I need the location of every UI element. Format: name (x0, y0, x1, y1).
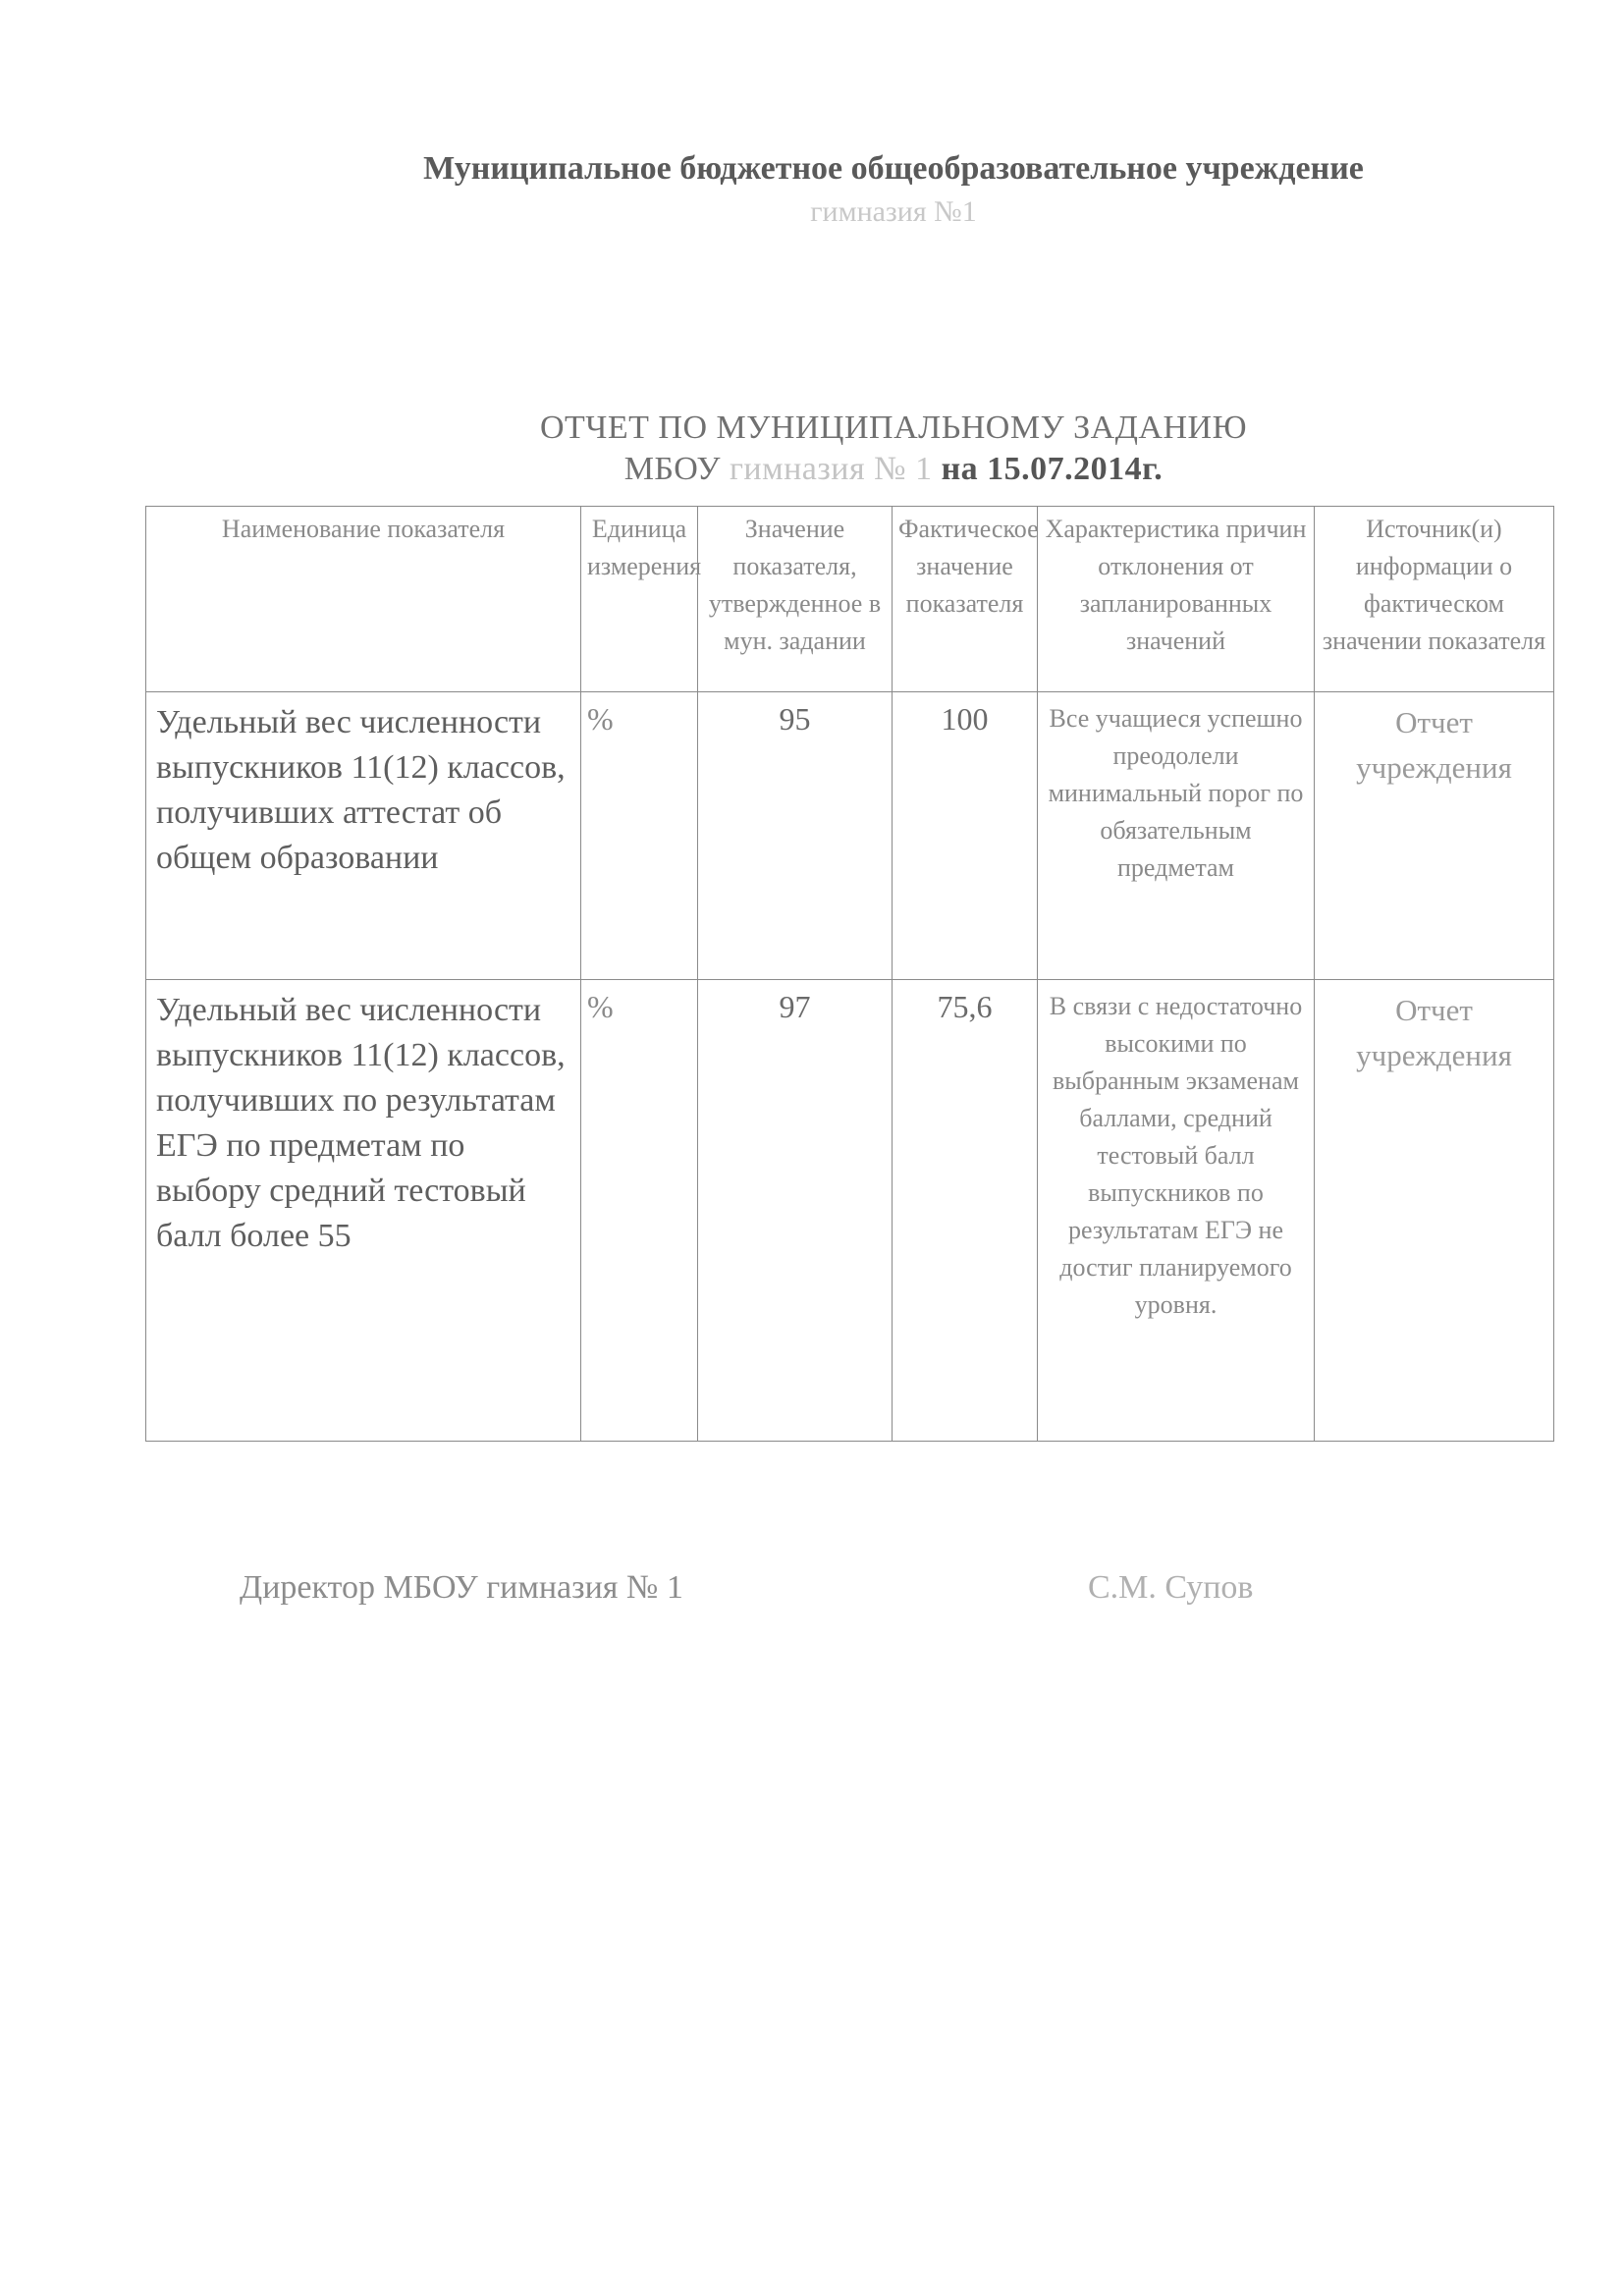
row-planned-value: 97 (698, 980, 893, 1442)
table-row (146, 692, 1554, 980)
report-title-line2 (0, 449, 1624, 490)
table-row (146, 980, 1554, 1442)
row-actual-value: 75,6 (893, 980, 1038, 1442)
report-title-line1: ОТЧЕТ ПО МУНИЦИПАЛЬНОМУ ЗАДАНИЮ (539, 410, 1248, 446)
column-header-unit: Единица измерения (581, 507, 698, 692)
column-header-reason: Характеристика причин отклонения от запланированных значений (1038, 507, 1315, 692)
row-unit: % (581, 980, 698, 1442)
row-actual-value: 100 (893, 692, 1038, 980)
report-title-date: на 15.07.2014г. (941, 451, 1164, 487)
table-header-row (146, 507, 1554, 692)
row-indicator-name: Удельный вес численности выпускников 11(12) классов, получивших аттестат об общем образовании (146, 692, 581, 980)
row-info-source: Отчет учреждения (1315, 692, 1554, 980)
report-title-school: гимназия № 1 (729, 451, 933, 487)
report-title (0, 408, 1624, 490)
row-info-source: Отчет учреждения (1315, 980, 1554, 1442)
column-header-name: Наименование показателя (146, 507, 581, 692)
column-header-source: Источник(и) информации о фактическом значении показателя (1315, 507, 1554, 692)
row-indicator-name: Удельный вес численности выпускников 11(12) классов, получивших по результатам ЕГЭ по предметам по выбору средний тестовый балл более 55 (146, 980, 581, 1442)
report-title-prefix: МБОУ (623, 451, 721, 487)
row-deviation-reason: Все учащиеся успешно преодолели минимальный порог по обязательным предметам (1038, 692, 1315, 980)
column-header-actual: Фактическое значение показателя (893, 507, 1038, 692)
signature-name: С.М. Супов (1088, 1569, 1254, 1606)
organization-header (0, 147, 1624, 234)
row-unit: % (581, 692, 698, 980)
report-table (145, 506, 1554, 1442)
organization-name: Муниципальное бюджетное общеобразовательное учреждение (423, 150, 1364, 187)
row-planned-value: 95 (698, 692, 893, 980)
signature-position: Директор МБОУ гимназия № 1 (240, 1569, 683, 1606)
row-deviation-reason: В связи с недостаточно высокими по выбранным экзаменам баллами, средний тестовый балл выпускников по результатам ЕГЭ не достиг планируемого уровня. (1038, 980, 1315, 1442)
column-header-planned: Значение показателя, утвержденное в мун. задании (698, 507, 893, 692)
organization-short-name: гимназия №1 (810, 195, 977, 228)
